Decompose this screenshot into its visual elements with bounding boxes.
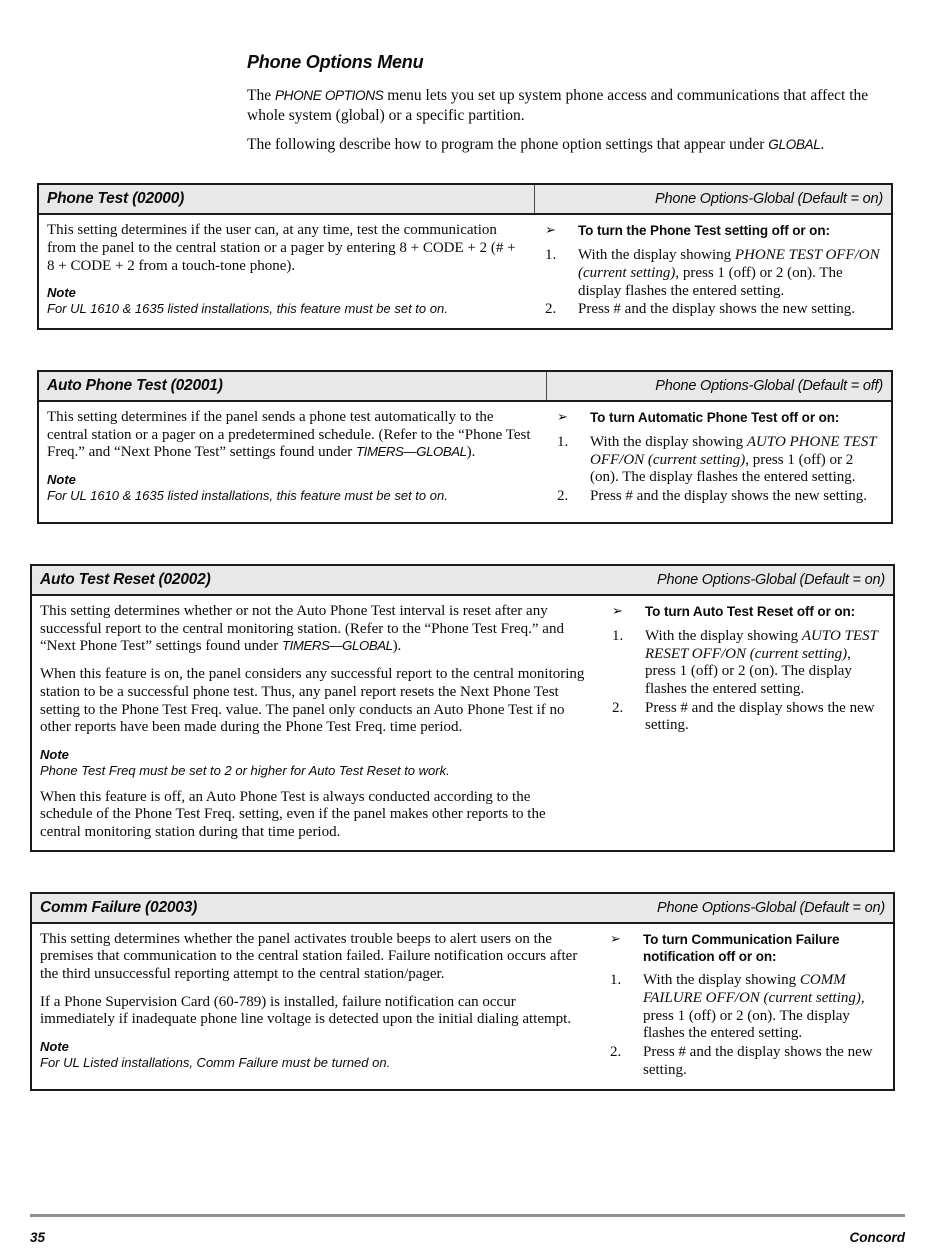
text-segment: AUTO PHONE TEST OFF/ON (current setting) [590,433,877,468]
note-label: Note [40,1039,69,1055]
instruction-step [557,434,883,487]
section-header [32,566,893,596]
paragraph-text [40,666,584,735]
option-section [30,564,895,852]
text-segment: . [820,136,825,154]
section-body [32,596,893,850]
pointer-arrow-icon: ➢ [545,223,556,239]
text-segment: AUTO TEST RESET OFF/ON (current setting) [645,627,878,662]
text-segment: This setting determines if the panel sends a phone test automatically to the central station or a pager on a predetermined schedule. (Refer to the “Phone Test Freq.” and “Next Phone Test” settings found under [47,409,531,461]
description-paragraph [40,931,584,984]
note-label: Note [47,285,76,301]
section-instructions-column [602,596,893,744]
option-section [37,370,893,524]
step-text [643,972,885,1043]
text-segment: TIMERS—GLOBAL [281,638,393,654]
section-badge: Phone Options-Global (Default = on) [657,899,885,916]
section-body [39,402,891,522]
step-number: 1. [557,433,569,450]
text-segment: With the display showing [578,247,735,264]
option-section [37,183,893,330]
section-instructions-column [547,402,891,515]
instruction-heading: To turn Auto Test Reset off or on: [645,604,856,620]
instruction-step [557,488,883,506]
description-paragraph [40,994,584,1029]
text-segment: , press 1 (off) or 2 (on). The display flashes the entered setting. [578,265,843,299]
text-segment: For UL 1610 & 1635 listed installations, this feature must be set to on. [47,301,448,317]
instruction-heading: To turn Communication Failure notification off or on: [643,931,840,964]
instruction-heading: To turn the Phone Test setting off or on: [578,223,830,239]
text-segment: Phone Test Freq must be set to 2 or higher for Auto Test Reset to work. [40,762,450,778]
text-segment: When this feature is on, the panel considers any successful report to the central monitoring station to be a successful phone test. Thus, any panel report resets the Next Phone Test setting to the Phone Test Freq. value. The panel only conducts an Auto Phone Test if no other reports have been made during the Phone Test Freq. time period. [40,666,585,736]
section-description-column [39,215,535,325]
page-title: Phone Options Menu [247,52,424,72]
instruction-heading-row [545,223,883,240]
section-badge: Phone Options-Global (Default = off) [655,378,883,395]
text-segment: COMM FAILURE OFF/ON (current setting) [643,972,861,1007]
step-number: 2. [557,488,569,505]
paragraph-text [47,409,531,460]
section-instructions-column [535,215,891,328]
text-segment: Press # and the display shows the new setting. [643,1044,873,1078]
description-paragraph [40,1039,584,1071]
description-paragraph [40,666,586,737]
text-segment: Press # and the display shows the new setting. [645,699,875,734]
instruction-steps [557,434,883,506]
note-label: Note [47,472,76,488]
text-segment: menu lets you set up system phone access and communications that affect the whole system (global) or a specific partition. [247,87,869,125]
option-sections [0,183,950,1090]
step-text [645,628,885,699]
section-description-column [39,402,547,512]
step-text [590,488,883,506]
description-paragraph [47,409,531,462]
text-segment: This setting determines whether the panel activates trouble beeps to alert users on the premises that communication to the central station failed. Failure notification occurs after the third unsuccessful reporting attempt to the central station/pager. [40,930,578,983]
section-header [32,894,893,924]
description-paragraph [47,285,519,317]
description-paragraph [47,472,531,504]
section-description-column [32,596,602,850]
section-title: Auto Phone Test (02001) [39,372,547,400]
footer-divider [30,1214,905,1217]
section-title: Comm Failure (02003) [40,898,198,916]
step-number: 1. [612,627,624,644]
note-label: Note [40,746,69,762]
text-segment: TIMERS—GLOBAL [356,444,467,460]
step-text [645,700,885,735]
text-segment: , press 1 (off) or 2 (on). The display flashes the entered setting. [590,451,856,486]
step-number: 1. [545,247,557,264]
instruction-steps [545,247,883,319]
section-title: Phone Test (02000) [39,185,535,213]
text-segment: This setting determines whether or not the Auto Phone Test interval is reset after any successful report to the central monitoring station. (Refer to the “Phone Test Freq.” and “Next Phone Test” settings found under [40,603,564,655]
intro-paragraph [247,135,888,155]
step-number: 2. [545,301,557,318]
intro-block [0,0,950,155]
text-segment: With the display showing [590,433,747,450]
option-section [30,892,895,1091]
pointer-arrow-icon: ➢ [612,604,623,620]
instruction-steps [612,628,885,735]
step-text [643,1044,885,1079]
description-paragraph [40,747,586,779]
intro-paragraph [247,86,888,126]
text-segment: The [247,87,275,104]
text-segment: For UL Listed installations, Comm Failure must be turned on. [40,1054,391,1070]
pointer-arrow-icon: ➢ [610,931,621,947]
paragraph-text [47,301,448,316]
section-body [32,924,893,1089]
page-footer [30,1214,905,1245]
step-number: 2. [612,699,624,716]
text-segment: PHONE OPTIONS [274,88,384,103]
paragraph-text [47,488,448,503]
text-segment: PHONE TEST OFF/ON (current setting) [578,247,880,281]
step-number: 1. [610,972,622,989]
intro-paragraphs [247,86,888,155]
text-segment: With the display showing [643,972,800,989]
instruction-step [545,301,883,319]
text-segment: With the display showing [645,627,802,644]
text-segment: When this feature is off, an Auto Phone Test is always conducted according to the schedule of the Phone Test Freq. setting, even if the panel makes other reports to the central monitoring station during that time period. [40,788,546,840]
step-text [590,434,883,487]
section-body [39,215,891,328]
paragraph-text [40,994,571,1028]
text-segment: Press # and the display shows the new setting. [590,488,868,505]
instruction-step [610,972,885,1043]
paragraph-text [47,222,516,273]
instruction-step [612,700,885,735]
instruction-heading-row [610,932,885,966]
instruction-step [545,247,883,300]
section-instructions-column [600,924,893,1089]
instruction-step [612,628,885,699]
step-number: 2. [610,1044,622,1061]
paragraph-text [40,1055,390,1070]
brand-name: Concord [849,1230,905,1245]
section-header [39,372,891,402]
text-segment: This setting determines if the user can, at any time, test the communication from the panel to the central station or a pager by entering 8 + CODE + 2 (# + 8 + CODE + 2 from a touch-tone phone). [47,222,516,274]
description-paragraph [40,603,586,656]
instruction-step [610,1044,885,1079]
instruction-heading-row [612,604,885,621]
section-title: Auto Test Reset (02002) [40,571,211,589]
step-text [578,247,883,300]
step-text [578,301,883,319]
page-number: 35 [30,1230,46,1245]
section-description-column [32,924,600,1079]
pointer-arrow-icon: ➢ [557,410,568,426]
text-segment: , press 1 (off) or 2 (on). The display flashes the entered setting. [643,990,865,1042]
text-segment: GLOBAL [768,137,821,153]
section-header [39,185,891,215]
paragraph-text [40,603,564,654]
text-segment: The following describe how to program the phone option settings that appear under [247,136,769,154]
paragraph-text [40,931,577,982]
section-badge: Phone Options-Global (Default = on) [655,191,883,208]
instruction-heading-row [557,410,883,427]
text-segment: Press # and the display shows the new setting. [578,301,856,318]
instruction-heading: To turn Automatic Phone Test off or on: [590,410,840,426]
description-paragraph [47,222,519,275]
text-segment: For UL 1610 & 1635 listed installations, this feature must be set to on. [47,487,448,503]
text-segment: ). [392,638,402,655]
footer-row [30,1230,905,1245]
instruction-steps [610,972,885,1079]
text-segment: ). [466,444,476,461]
section-badge: Phone Options-Global (Default = on) [657,572,885,589]
paragraph-text [40,789,546,840]
description-paragraph [40,789,586,842]
text-segment: , press 1 (off) or 2 (on). The display flashes the entered setting. [645,645,852,698]
paragraph-text [40,763,450,778]
text-segment: If a Phone Supervision Card (60-789) is installed, failure notification can occur immediately if inadequate phone line voltage is detected upon the initial dialing attempt. [40,993,572,1028]
